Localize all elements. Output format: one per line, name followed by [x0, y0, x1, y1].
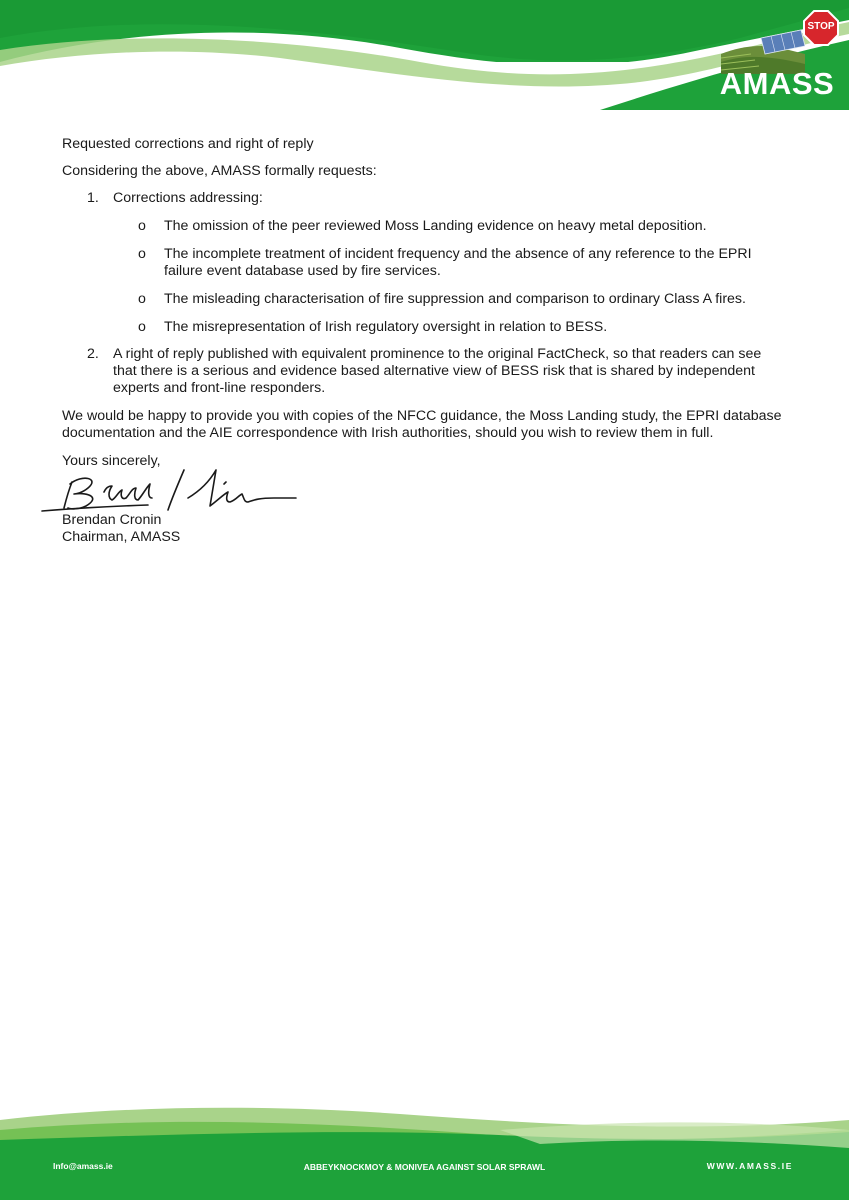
- sub-item-text: The misrepresentation of Irish regulatory oversight in relation to BESS.: [164, 319, 608, 335]
- signer-name: Brendan Cronin: [62, 512, 162, 528]
- sub-list: [113, 218, 788, 336]
- item-number: 2.: [87, 346, 99, 362]
- signoff: Yours sincerely,: [62, 453, 161, 469]
- numbered-item-1: [62, 190, 788, 336]
- sub-item: [62, 218, 788, 235]
- closing-paragraph: We would be happy to provide you with copies of the NFCC guidance, the Moss Landing study, the EPRI database documentation and the AIE correspondence with Irish authorities, should you wish to review them in full.: [62, 408, 782, 441]
- item-text: A right of reply published with equivalent prominence to the original FactCheck, so that readers can see that there is a serious and evidence based alternative view of BESS risk that is shared by independent experts and front-line responders.: [113, 346, 762, 396]
- footer-website-link[interactable]: WWW.AMASS.IE: [706, 1161, 793, 1171]
- bullet-icon: o: [138, 291, 146, 307]
- sub-item: [62, 291, 788, 308]
- letter-body: [62, 136, 788, 546]
- signer-title: Chairman, AMASS: [62, 529, 181, 545]
- footer-slogan: ABBEYKNOCKMOY & MONIVEA AGAINST SOLAR SPRAWL: [303, 1162, 546, 1172]
- logo-wordmark: AMASS: [719, 66, 835, 101]
- numbered-item-2: [62, 346, 788, 397]
- sub-item-text: The incomplete treatment of incident frequency and the absence of any reference to the EPRI failure event database used by fire services.: [164, 246, 752, 279]
- item-text: Corrections addressing:: [113, 190, 263, 206]
- handwritten-signature-image: [38, 448, 308, 516]
- section-heading: Requested corrections and right of reply: [62, 136, 314, 152]
- sub-item-text: The misleading characterisation of fire suppression and comparison to ordinary Class A fires.: [164, 291, 746, 307]
- item-number: 1.: [87, 190, 99, 206]
- footer-banner: [0, 1100, 849, 1200]
- intro-paragraph: Considering the above, AMASS formally requests:: [62, 163, 377, 179]
- sub-item-text: The omission of the peer reviewed Moss Landing evidence on heavy metal deposition.: [164, 218, 707, 234]
- signature: [62, 470, 788, 512]
- stop-sign-text: STOP: [807, 21, 835, 32]
- bullet-icon: o: [138, 218, 146, 234]
- amass-logo: [713, 10, 841, 102]
- bullet-icon: o: [138, 319, 146, 335]
- sub-item: [62, 246, 788, 280]
- footer-email-link[interactable]: Info@amass.ie: [53, 1161, 113, 1171]
- sub-item: [62, 319, 788, 336]
- bullet-icon: o: [138, 246, 146, 262]
